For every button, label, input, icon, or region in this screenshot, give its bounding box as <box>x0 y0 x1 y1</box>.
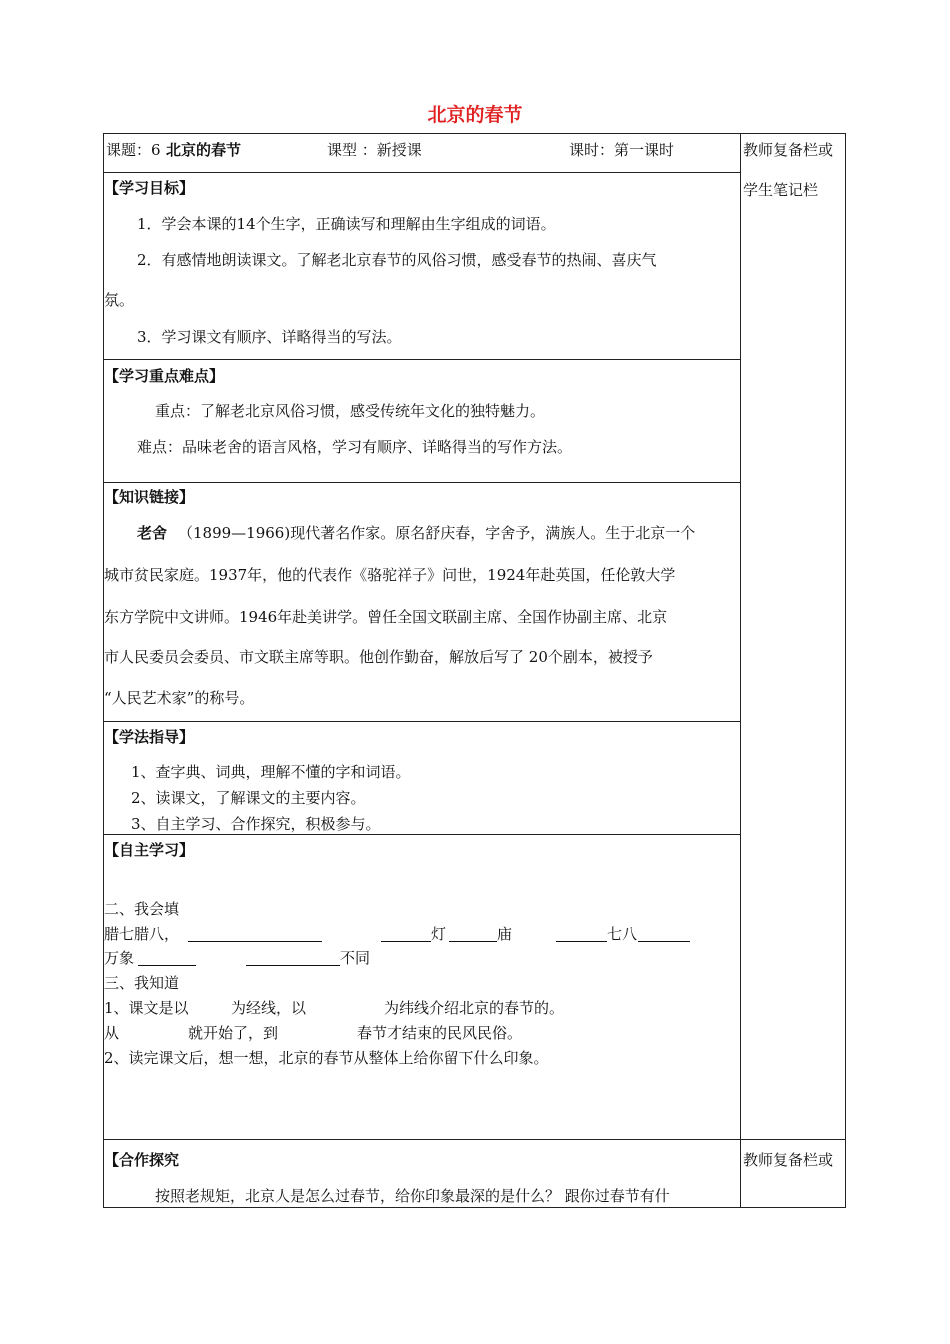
row-divider <box>103 1139 846 1140</box>
author-name: 老舍 <box>137 524 168 542</box>
fill-label: 万象 <box>104 949 135 967</box>
fill-blank[interactable] <box>246 965 340 966</box>
fill-blank[interactable] <box>556 941 607 942</box>
page-title: 北京的春节 <box>427 104 523 126</box>
question-text: 春节才结束的民风民俗。 <box>357 1024 523 1042</box>
coop-question: 按照老规矩，北京人是怎么过春节，给你印象最深的是什么？ 跟你过春节有什 <box>155 1187 670 1205</box>
question-text: 从 <box>104 1024 120 1042</box>
difficulty-text: 难点：品味老舍的语言风格，学习有顺序、详略得当的写作方法。 <box>137 438 573 456</box>
fill-label: 腊七腊八， <box>104 925 180 943</box>
lesson-time: 课时：第一课时 <box>569 141 675 159</box>
row-divider <box>103 834 741 835</box>
side-note-label: 教师复备栏或 <box>743 141 834 159</box>
row-divider <box>103 482 741 483</box>
focus-text: 重点：了解老北京风俗习惯，感受传统年文化的独特魅力。 <box>155 402 546 420</box>
section-heading: 【学习目标】 <box>104 179 195 197</box>
subsection-heading: 二、我会填 <box>104 900 180 918</box>
method-item: 1、查字典、词典，理解不懂的字和词语。 <box>131 763 411 781</box>
question-text: 为经线，以 <box>231 999 307 1017</box>
author-bio-line: 城市贫民家庭。1937年，他的代表作《骆驼祥子》问世，1924年赴英国，任伦敦大学 <box>104 566 676 584</box>
question-text: 2、读完课文后，想一想，北京的春节从整体上给你留下什么印象。 <box>104 1049 549 1067</box>
subsection-heading: 三、我知道 <box>104 974 180 992</box>
row-divider <box>103 721 741 722</box>
side-note-label: 教师复备栏或 <box>743 1151 834 1169</box>
row-divider <box>103 172 741 173</box>
fill-blank[interactable] <box>381 941 431 942</box>
lesson-type: 课型 ：新授课 <box>327 141 422 159</box>
section-heading: 【知识链接】 <box>104 488 195 506</box>
lesson-table <box>103 133 846 1208</box>
fill-blank[interactable] <box>449 941 497 942</box>
section-heading: 【自主学习】 <box>104 841 195 859</box>
fill-label: 七八 <box>607 925 638 943</box>
method-item: 2、读课文，了解课文的主要内容。 <box>131 789 366 807</box>
side-column-divider <box>740 133 741 1208</box>
objective-item: 1．学会本课的14个生字，正确读写和理解由生字组成的词语。 <box>137 215 556 233</box>
objective-item: 2．有感情地朗读课文。了解老北京春节的风俗习惯，感受春节的热闹、喜庆气 <box>137 251 657 269</box>
author-bio-line: （1899—1966)现代著名作家。原名舒庆春，字舍予，满族人。生于北京一个 <box>178 524 696 542</box>
side-note-label: 学生笔记栏 <box>743 181 819 199</box>
author-bio-line: “人民艺术家”的称号。 <box>104 689 255 707</box>
objective-item: 氛。 <box>104 291 135 309</box>
method-item: 3、自主学习、合作探究，积极参与。 <box>131 815 381 833</box>
author-bio-line: 市人民委员会委员、市文联主席等职。他创作勤奋，解放后写了 20个剧本，被授予 <box>104 648 653 666</box>
fill-blank[interactable] <box>638 941 690 942</box>
objective-item: 3．学习课文有顺序、详略得当的写法。 <box>137 328 402 346</box>
fill-blank[interactable] <box>138 965 196 966</box>
section-heading: 【学习重点难点】 <box>104 367 225 385</box>
lesson-prefix: 课题：6 <box>106 141 161 159</box>
fill-label: 不同 <box>340 949 371 967</box>
lesson-name: 北京的春节 <box>166 141 242 159</box>
fill-label: 灯 <box>431 925 447 943</box>
author-bio-line: 东方学院中文讲师。1946年赴美讲学。曾任全国文联副主席、全国作协副主席、北京 <box>104 608 668 626</box>
section-heading: 【合作探究 <box>104 1151 180 1169</box>
question-text: 1、课文是以 <box>104 999 189 1017</box>
fill-blank[interactable] <box>188 941 322 942</box>
question-text: 就开始了，到 <box>188 1024 279 1042</box>
question-text: 为纬线介绍北京的春节的。 <box>384 999 565 1017</box>
section-heading: 【学法指导】 <box>104 728 195 746</box>
fill-label: 庙 <box>497 925 513 943</box>
row-divider <box>103 359 741 360</box>
